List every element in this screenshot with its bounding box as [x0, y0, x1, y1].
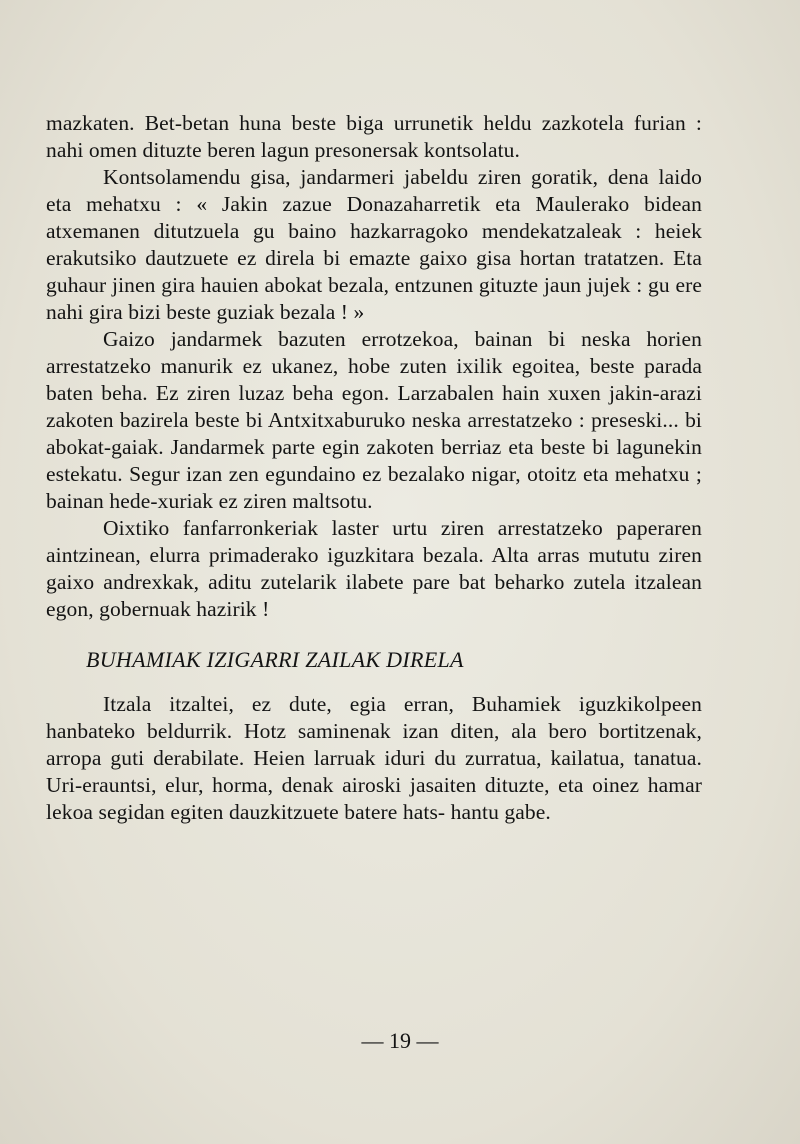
paragraph-3: Gaizo jandarmek bazuten errotzekoa, bainan bi neska horien arrestatzeko manurik ez ukanez, hobe zuten ixilik egoitea, beste parada baten beha. Ez ziren luzaz beha egon. Larzabalen hain xuxen jakin-arazi zakoten bazirela beste bi Antxitxaburuko neska arrestatzeko : preseski... bi abokat-gaiak. Jandarmek parte egin zakoten berriaz eta beste bi lagunekin estekatu. Segur izan zen egundaino ez bezalako nigar, otoitz eta mehatxu ; bainan hede-xuriak ez ziren maltsotu.	[46, 327, 702, 513]
page-number: — 19 —	[361, 1028, 439, 1053]
paragraph-2: Kontsolamendu gisa, jandarmeri jabeldu ziren goratik, dena laido eta mehatxu : « Jakin zazue Donazaharretik eta Maulerako bidean atxemanen ditutzuela gu baino hazkarragoko mendekatzaleak : heiek erakutsiko dautzuete ez direla bi emazte gaixo gisa hortan tratatzen. Eta guhaur jinen gira hauien abokat bezala, entzunen gituzte jaun jujek : gu ere nahi gira bizi beste guziak bezala ! »	[46, 165, 702, 324]
paragraph-1: mazkaten. Bet-betan huna beste biga urrunetik heldu zazkotela furian : nahi omen dituzte beren lagun presonersak kontsolatu.	[46, 111, 702, 162]
paragraph-5: Itzala itzaltei, ez dute, egia erran, Buhamiek iguzkikolpeen hanbateko beldurrik. Hotz saminenak izan diten, ala bero bortitzenak, arropa guti derabilate. Heien larruak iduri du zurratua, kailatua, tanatua. Uri-erauntsi, elur, horma, denak airoski jasaiten dituzte, eta oinez hamar lekoa segidan egiten dauzkitzuete batere hats- hantu gabe.	[46, 692, 702, 824]
section-heading: BUHAMIAK IZIGARRI ZAILAK DIRELA	[86, 647, 464, 672]
page-body	[46, 110, 702, 826]
paragraph-4: Oixtiko fanfarronkeriak laster urtu ziren arrestatzeko paperaren aintzinean, elurra primaderako iguzkitara bezala. Alta arras mututu ziren gaixo andrexkak, aditu zutelarik ilabete pare bat beharko zutela itzalean egon, gobernuak hazirik !	[46, 516, 702, 621]
